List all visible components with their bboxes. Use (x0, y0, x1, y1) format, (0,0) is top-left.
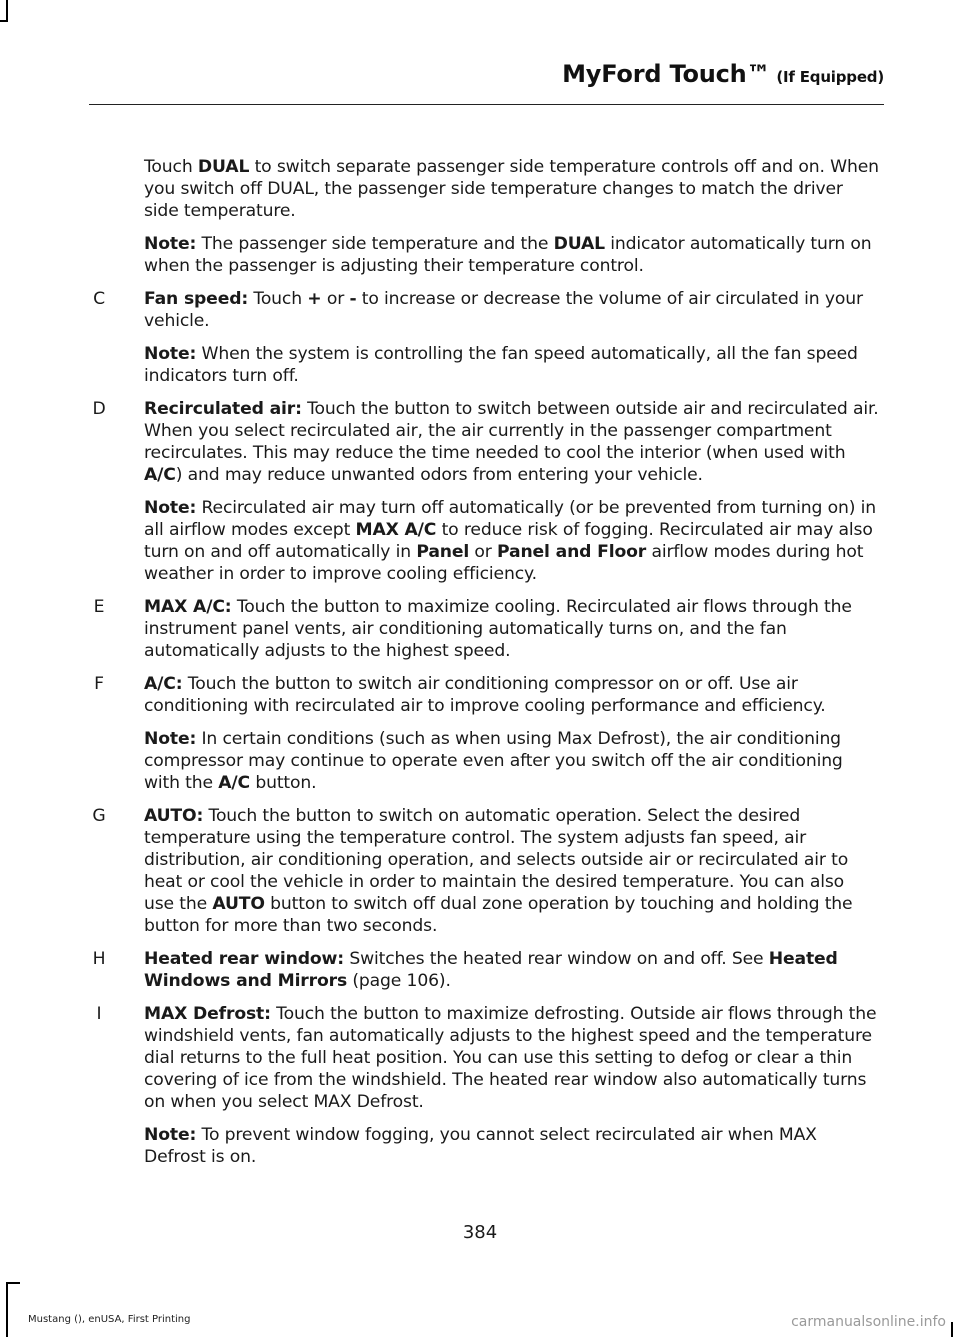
paragraph (89, 156, 879, 222)
bold-term: - (349, 289, 357, 309)
text-run: In certain conditions (such as when using Max Defrost), the air conditioning compressor may continue to operate even after you switch off the air conditioning with the (144, 729, 843, 793)
bold-term: Panel and Floor (497, 542, 647, 562)
text-run: or (469, 542, 498, 562)
text-run: Touch the button to switch air conditioning compressor on or off. Use air conditioning with recirculated air to improve cooling performance and efficiency. (144, 674, 826, 716)
text-run: Touch (248, 289, 308, 309)
crop-mark-bottom-right-v (951, 1322, 953, 1337)
item-letter: H (92, 949, 106, 969)
crop-mark-top-left-h (0, 20, 8, 22)
item-letter: E (93, 597, 105, 617)
bold-term: Note: (144, 234, 197, 254)
paragraph (89, 343, 879, 387)
bold-term: MAX Defrost: (144, 1004, 271, 1024)
crop-mark-bottom-left-h (6, 1282, 20, 1284)
item-letter: F (94, 674, 104, 694)
text-run: Switches the heated rear window on and off. See (344, 949, 769, 969)
bold-term: Note: (144, 498, 197, 518)
text-run: ) and may reduce unwanted odors from entering your vehicle. (175, 465, 703, 485)
text-run: The passenger side temperature and the (196, 234, 554, 254)
item-f (89, 673, 879, 717)
text-run: to switch separate passenger side temperature controls off and on. When you switch off DUAL, the passenger side temperature changes to match the driver side temperature. (144, 157, 879, 221)
item-e (89, 596, 879, 662)
crop-mark-bottom-left-v (6, 1282, 8, 1337)
text-run: Touch the button to maximize cooling. Recirculated air flows through the instrument panel vents, air conditioning automatically turns on, and the fan automatically adjusts to the highest speed. (144, 597, 852, 661)
page-number: 384 (462, 1222, 498, 1243)
bold-term: Note: (144, 729, 197, 749)
item-i (89, 1003, 879, 1113)
item-letter: I (96, 1004, 102, 1024)
bold-term: MAX A/C (355, 520, 437, 540)
bold-term: MAX A/C: (144, 597, 232, 617)
bold-term: A/C: (144, 674, 183, 694)
bold-term: Heated rear window: (144, 949, 345, 969)
item-letter: D (92, 399, 106, 419)
header-title: MyFord Touch™ (562, 60, 771, 88)
bold-term: A/C (218, 773, 250, 793)
crop-mark-top-left-v (6, 0, 8, 22)
bold-term: Fan speed: (144, 289, 249, 309)
header-subtitle: (If Equipped) (776, 68, 884, 86)
bold-term: A/C (144, 465, 176, 485)
text-run: to increase or decrease the volume of air circulated in your vehicle. (144, 289, 863, 331)
text-run: or (321, 289, 350, 309)
text-run: Recirculated air may turn off automatically (or be prevented from turning on) in all airflow modes except (144, 498, 876, 540)
item-h (89, 948, 879, 992)
bold-term: Recirculated air: (144, 399, 302, 419)
text-run: button to switch off dual zone operation by touching and holding the button for more than two seconds. (144, 894, 853, 936)
bold-term: Note: (144, 344, 197, 364)
text-run: to reduce risk of fogging. Recirculated air may also turn on and off automatically in (144, 520, 873, 562)
item-letter: G (92, 806, 106, 826)
text-run: Touch the button to maximize defrosting. Outside air flows through the windshield vents, fan automatically adjusts to the highest speed and the temperature dial returns to the full heat position. You can use this setting to defog or clear a thin covering of ice from the windshield. The heated rear window also automatically turns on when you select MAX Defrost. (144, 1004, 877, 1112)
text-run: (page 106). (347, 971, 451, 991)
footer-text: Mustang (), enUSA, First Printing (28, 1314, 191, 1325)
bold-term: DUAL (197, 157, 250, 177)
item-letter: C (93, 289, 105, 309)
page-header (562, 60, 884, 88)
paragraph (89, 497, 879, 585)
bold-term: + (307, 289, 322, 309)
text-run: airflow modes during hot weather in order to improve cooling efficiency. (144, 542, 864, 584)
bold-term: AUTO (212, 894, 265, 914)
text-run: indicator automatically turn on when the passenger is adjusting their temperature control. (144, 234, 872, 276)
text-run: Touch (144, 157, 198, 177)
paragraph (89, 233, 879, 277)
bold-term: Panel (416, 542, 470, 562)
paragraph (89, 1124, 879, 1168)
item-c (89, 288, 879, 332)
document-body (89, 156, 879, 1179)
bold-term: Heated Windows and Mirrors (144, 949, 838, 991)
paragraph (89, 728, 879, 794)
bold-term: Note: (144, 1125, 197, 1145)
text-run: button. (250, 773, 317, 793)
watermark: carmanualsonline.info (791, 1314, 946, 1330)
bold-term: AUTO: (144, 806, 204, 826)
text-run: When the system is controlling the fan speed automatically, all the fan speed indicators turn off. (144, 344, 858, 386)
text-run: To prevent window fogging, you cannot select recirculated air when MAX Defrost is on. (144, 1125, 817, 1167)
text-run: Touch the button to switch between outside air and recirculated air. When you select recirculated air, the air currently in the passenger compartment recirculates. This may reduce the time needed to cool the interior (when used with (144, 399, 879, 463)
item-g (89, 805, 879, 937)
text-run: Touch the button to switch on automatic operation. Select the desired temperature using the temperature control. The system adjusts fan speed, air distribution, air conditioning operation, and selects outside air or recirculated air to heat or cool the vehicle in order to maintain the desired temperature. You can also use the (144, 806, 849, 914)
header-divider (89, 104, 884, 105)
bold-term: DUAL (553, 234, 605, 254)
item-d (89, 398, 879, 486)
